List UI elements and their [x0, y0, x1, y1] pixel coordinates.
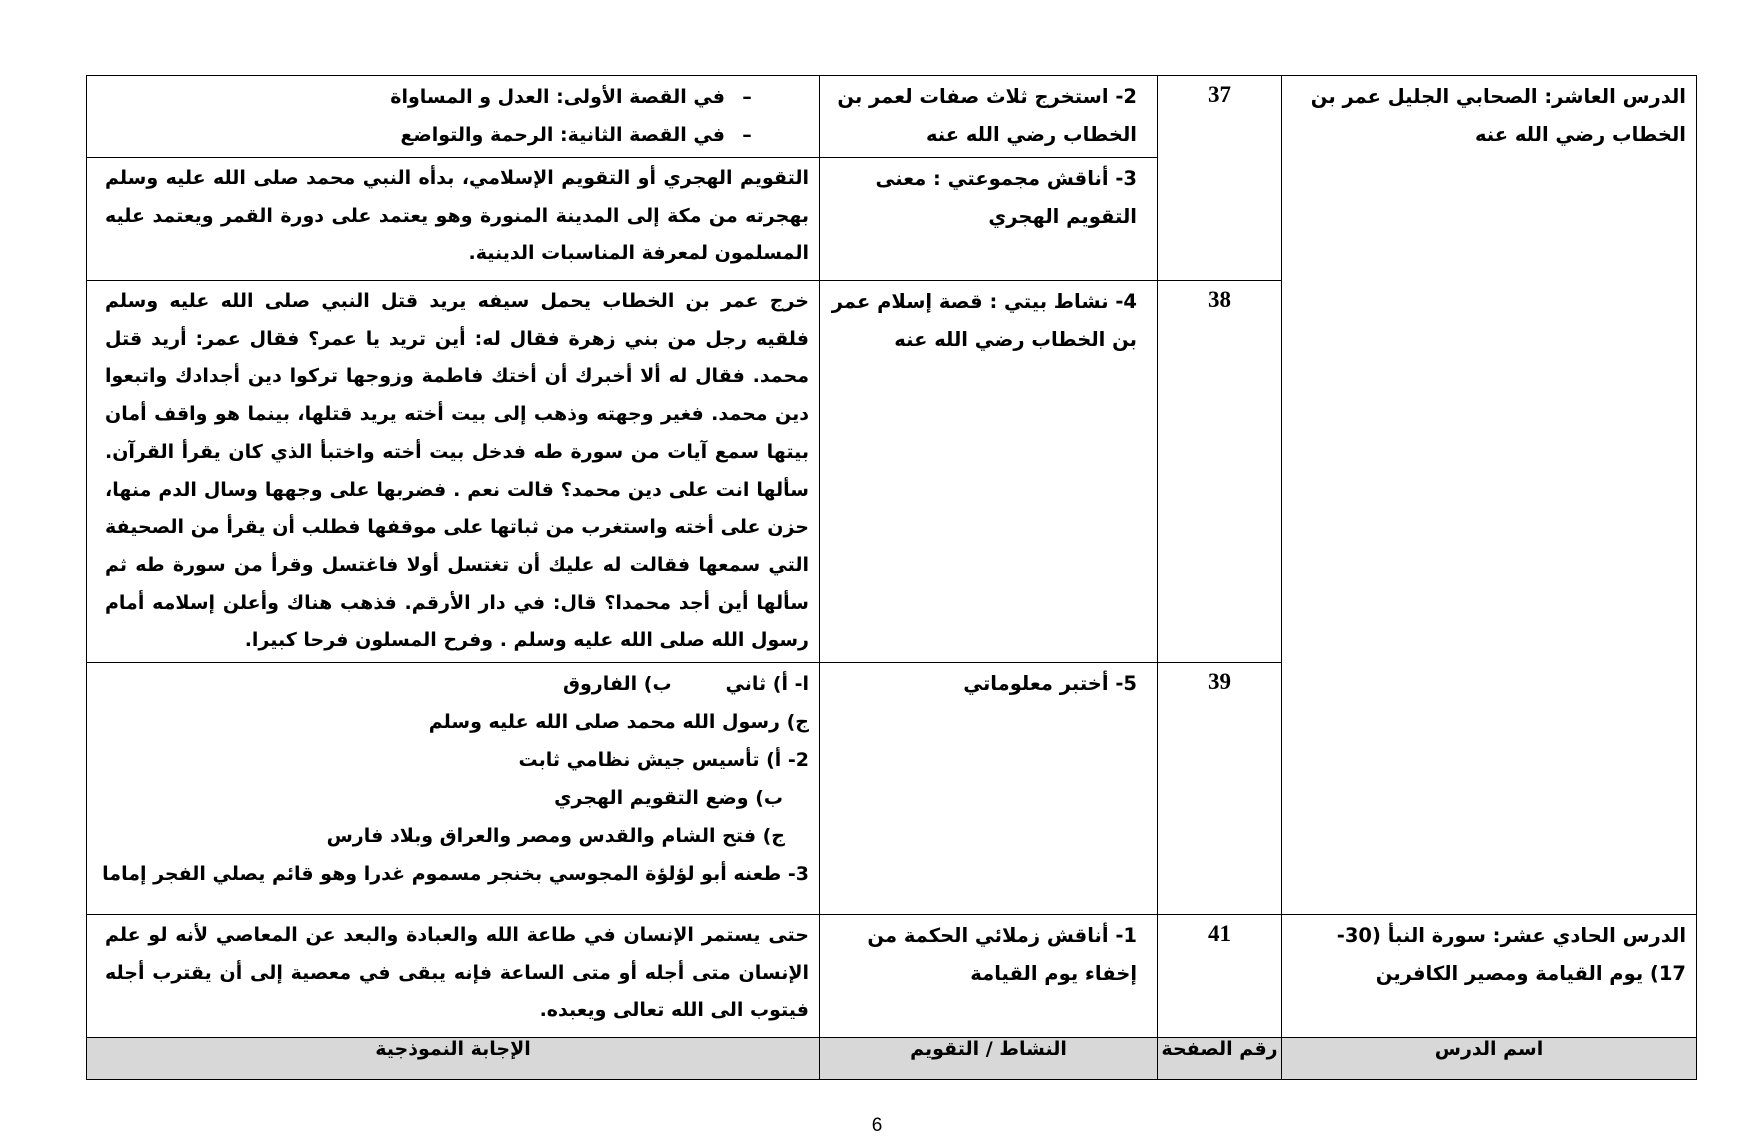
page-number: 6 [871, 1115, 883, 1136]
answer-line: 2- أ) تأسيس جيش نظامي ثابت [518, 749, 809, 772]
answer-cell: حتى يستمر الإنسان في طاعة الله والعبادة والبعد عن المعاصي لأنه لو علم الإنسان متى أجله أو متى الساعة فإنه يبقى في معصية إلى أن يقترب أجله فيتوب الى الله تعالى ويعبده. [87, 915, 820, 1038]
answer-line: ب) وضع التقويم الهجري [554, 787, 783, 810]
table-header-row [87, 1038, 1697, 1080]
page-number-cell: 39 [1158, 663, 1282, 915]
answer-cell: خرج عمر بن الخطاب يحمل سيفه يريد قتل النبي صلى الله عليه وسلم فلقيه رجل من بني زهرة فقال له: أين تريد يا عمر؟ فقال عمر: أريد قتل محمد. فقال له ألا أخبرك أن أختك فاطمة وزوجها تركوا دين أجدادك واتبعوا دين محمد. فغير وجهته وذهب إلى بيت أخته يريد قتلها، بينما هو واقف أمان بيتها سمع آيات من سورة طه فدخل بيت أخته واختبأ الذي كان يقرأ القرآن. سألها انت على دين محمد؟ قالت نعم . فضربها على وجهها وسال الدم منها، حزن على أخته واستغرب من ثباتها على موقفها فطلب أن يقرأ من الصحيفة التي سمعها فقالت له عليك أن تغتسل أولا فاغتسل وقرأ من سورة طه ثم سألها أين أجد محمدا؟ قال: في دار الأرقم. فذهب هناك وأعلن إسلامه أمام رسول الله صلى الله عليه وسلم . وفرح المسلون فرحا كبيرا. [87, 281, 820, 663]
answer-line: –في القصة الأولى: العدل و المساواة [390, 86, 752, 108]
header-activity: النشاط / التقويم [820, 1038, 1158, 1080]
answer-key-table [86, 75, 1697, 1080]
page-number-cell: 37 [1158, 76, 1282, 281]
answer-line: –في القصة الثانية: الرحمة والتواضع [400, 124, 752, 146]
lesson-name-cell: الدرس العاشر: الصحابي الجليل عمر بن الخطاب رضي الله عنه [1282, 76, 1697, 915]
activity-cell: 2- استخرج ثلاث صفات لعمر بن الخطاب رضي الله عنه [820, 76, 1158, 158]
answer-line: ج) فتح الشام والقدس ومصر والعراق وبلاد فارس [326, 825, 785, 848]
header-answer: الإجابة النموذجية [87, 1038, 820, 1080]
answer-line: ج) رسول الله محمد صلى الله عليه وسلم [428, 711, 809, 734]
answer-cell [87, 663, 820, 915]
answer-line: 3- طعنه أبو لؤلؤة المجوسي بخنجر مسموم غدرا وهو قائم يصلي الفجر إماما [102, 863, 809, 886]
answer-cell [87, 76, 820, 158]
lesson-name-cell: الدرس الحادي عشر: سورة النبأ (30-17) يوم القيامة ومصير الكافرين [1282, 915, 1697, 1038]
activity-cell: 1- أناقش زملائي الحكمة من إخفاء يوم القيامة [820, 915, 1158, 1038]
activity-cell: 3- أناقش مجموعتي : معنى التقويم الهجري [820, 158, 1158, 281]
table-row [87, 915, 1697, 1038]
activity-cell: 4- نشاط بيتي : قصة إسلام عمر بن الخطاب رضي الله عنه [820, 281, 1158, 663]
table-row [87, 76, 1697, 158]
page-number-cell: 38 [1158, 281, 1282, 663]
activity-cell: 5- أختبر معلوماتي [820, 663, 1158, 915]
page-number-cell: 41 [1158, 915, 1282, 1038]
answer-cell: التقويم الهجري أو التقويم الإسلامي، بدأه النبي محمد صلى الله عليه وسلم بهجرته من مكة إلى المدينة المنورة وهو يعتمد على دورة القمر ويعتمد عليه المسلمون لمعرفة المناسبات الدينية. [87, 158, 820, 281]
header-page-number: رقم الصفحة [1158, 1038, 1282, 1080]
header-lesson-name: اسم الدرس [1282, 1038, 1697, 1080]
answer-line: ا- أ) ثانيب) الفاروق [562, 673, 809, 696]
